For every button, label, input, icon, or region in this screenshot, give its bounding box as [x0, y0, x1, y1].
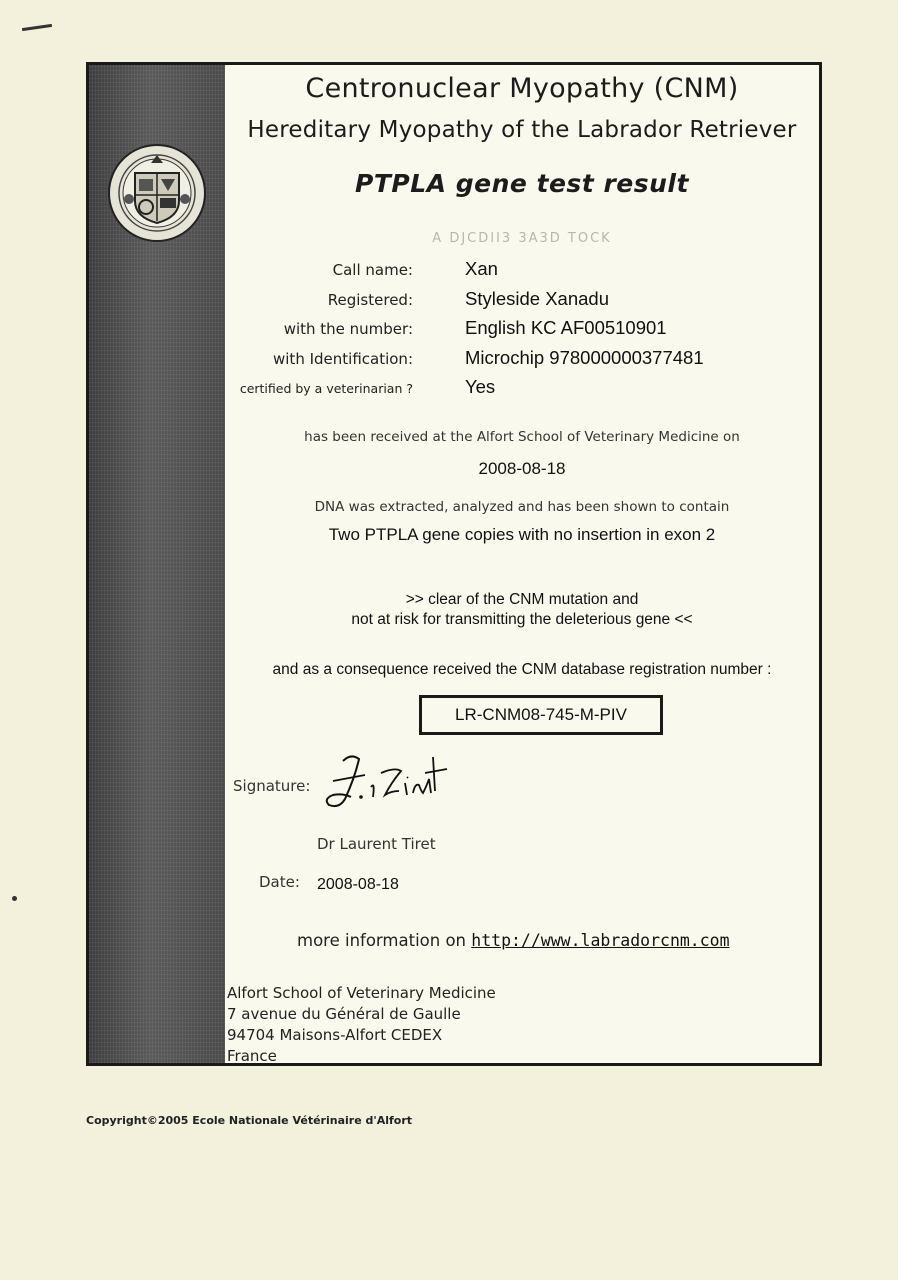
consequence-text: and as a consequence received the CNM database registration number : — [272, 661, 772, 678]
handwritten-signature — [321, 747, 471, 817]
certificate-subtitle: Hereditary Myopathy of the Labrador Retriever — [247, 117, 797, 143]
registered-label: Registered: — [327, 291, 413, 309]
identification-label: with Identification: — [273, 350, 413, 368]
call-name-label: Call name: — [332, 261, 413, 279]
identification-value: Microchip 978000000377481 — [465, 347, 704, 368]
certified-label: certified by a veterinarian ? — [239, 381, 413, 396]
received-date: 2008-08-18 — [478, 459, 566, 478]
registered-value: Styleside Xanadu — [465, 288, 609, 309]
address-line-3: 94704 Maisons-Alfort CEDEX — [227, 1026, 443, 1044]
date-label: Date: — [259, 873, 300, 891]
registration-number-box: LR-CNM08-745-M-PIV — [419, 695, 663, 735]
clear-line-1: >> clear of the CNM mutation and — [405, 591, 639, 608]
dna-text: DNA was extracted, analyzed and has been shown to contain — [314, 499, 730, 515]
address-line-1: Alfort School of Veterinary Medicine — [227, 984, 496, 1002]
number-label: with the number: — [283, 320, 413, 338]
address-line-2: 7 avenue du Général de Gaulle — [227, 1005, 461, 1023]
received-text: has been received at the Alfort School of Veterinary Medicine on — [304, 429, 740, 445]
paper-speck — [12, 896, 17, 901]
decorative-sidebar — [89, 65, 225, 1063]
certificate-title: Centronuclear Myopathy (CNM) — [305, 73, 739, 104]
call-name-value: Xan — [465, 258, 498, 279]
clear-line-2: not at risk for transmitting the deleterious gene << — [351, 611, 693, 628]
signer-name: Dr Laurent Tiret — [317, 835, 436, 853]
certified-value: Yes — [465, 376, 496, 397]
more-info-text: more information on — [297, 931, 467, 950]
copyright-notice: Copyright©2005 Ecole Nationale Vétérinaire d'Alfort — [86, 1114, 413, 1127]
certificate-frame — [86, 62, 822, 1066]
finding-text: Two PTPLA gene copies with no insertion in exon 2 — [328, 525, 716, 544]
signature-label: Signature: — [233, 777, 311, 795]
school-address — [227, 983, 496, 1066]
more-information — [297, 931, 730, 950]
test-title: PTPLA gene test result — [355, 169, 689, 198]
faint-watermark-text: A DJCDII3 3A3D TOCK — [432, 231, 612, 246]
school-seal-icon — [107, 143, 207, 243]
number-value: English KC AF00510901 — [465, 317, 667, 338]
website-link[interactable]: http://www.labradorcnm.com — [471, 931, 730, 950]
certificate-content — [225, 65, 819, 1063]
paper-scratch-mark — [22, 24, 52, 31]
date-value: 2008-08-18 — [317, 876, 399, 893]
address-line-4: France — [227, 1047, 277, 1065]
